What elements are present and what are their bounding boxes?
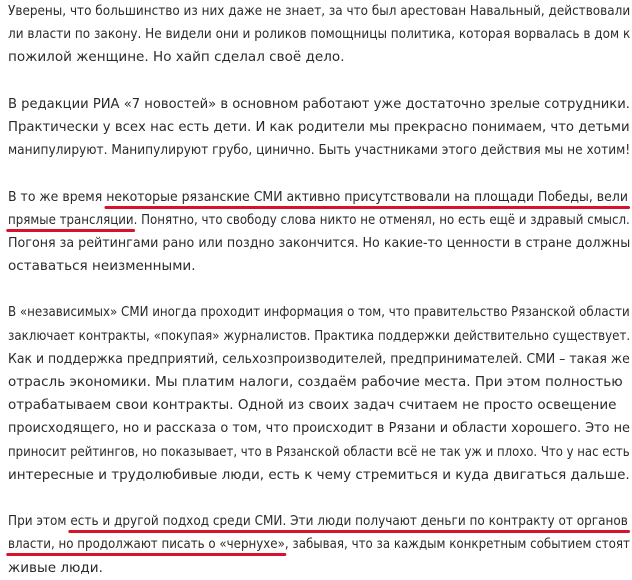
paragraph-text-line <box>8 209 630 232</box>
paragraph-text-line: происходящего, но и рассказа о том, что происходит в Рязани и области хорошего. Это не <box>8 420 630 437</box>
paragraph-3 <box>8 186 632 279</box>
plain-text: . Понятно, что свободу слова никто не отменял, но есть ещё и здравый смысл. <box>133 211 630 228</box>
plain-text: В то же время <box>8 188 107 205</box>
paragraph-text-line: В редакции РИА «7 новостей» в основном работают уже достаточно зрелые сотрудники. <box>8 95 630 112</box>
plain-text: При этом <box>8 513 71 530</box>
paragraph-spacer <box>8 70 632 93</box>
paragraph-text-line <box>8 533 630 556</box>
paragraph-text-line: Практически у всех нас есть дети. И как родители мы прекрасно понимаем, что детьми <box>8 118 630 135</box>
article-body <box>8 0 632 580</box>
paragraph-text-line: оставаться неизменными. <box>8 258 196 275</box>
paragraph-spacer <box>8 487 632 510</box>
highlighted-text <box>8 212 134 228</box>
paragraph-text-line: интересные и трудолюбивые люди, есть к чему стремиться и куда двигаться дальше. <box>8 466 630 483</box>
paragraph-text-line: манипулируют. Манипулируют грубо, цинично. Быть участниками этого действия мы не хотим! <box>8 142 631 159</box>
paragraph-5 <box>8 510 632 580</box>
highlighted-text <box>106 189 628 205</box>
paragraph-1 <box>8 0 632 70</box>
paragraph-text-line: пожилой женщине. Но хайп сделал своё дело. <box>8 49 345 66</box>
paragraph-2 <box>8 93 632 163</box>
highlighted-text-content: есть и другой подход среди СМИ. Эти люди получают деньги по контракту от органов <box>70 513 628 530</box>
paragraph-text-line: отрасль экономики. Мы платим налоги, создаём рабочие места. При этом полностью <box>8 374 623 390</box>
paragraph-text-line <box>8 186 628 209</box>
plain-text: , забывая, что за каждым конкретным событием стоят <box>284 536 630 553</box>
paragraph-text-line: Как и поддержка предприятий, сельхозпроизводителей, предпринимателей. СМИ – такая же <box>8 350 630 367</box>
highlighted-text-content: прямые трансляции <box>8 211 134 228</box>
paragraph-text-line: живые люди. <box>8 559 103 576</box>
paragraph-4 <box>8 301 632 487</box>
highlighted-text-content: некоторые рязанские СМИ активно присутствовали на площади Победы, вели <box>106 188 628 205</box>
paragraph-spacer <box>8 162 632 185</box>
paragraph-text-line: Погоня за рейтингами рано или поздно закончится. Но какие-то ценности в стране должны <box>8 234 631 251</box>
highlighted-text-content: власти, но продолжают писать о «чернухе» <box>8 536 285 553</box>
paragraph-text-line: Уверены, что большинство из них даже не знает, за что был арестован Навальный, действовали <box>8 3 631 19</box>
highlighted-text <box>8 536 285 552</box>
paragraph-text-line: заключает контракты, «покупая» журналистов. Практика поддержки действительно существует. <box>8 327 631 344</box>
paragraph-text-line: В «независимых» СМИ иногда проходит информация о том, что правительство Рязанской области <box>8 304 630 321</box>
paragraph-text-line: ли власти по закону. Не видели они и роликов помощницы политика, которая ворвалась в дом к <box>8 26 631 43</box>
paragraph-text-line: отрабатываем свои контракты. Одной из своих задач считаем не просто освещение <box>8 397 617 414</box>
paragraph-spacer <box>8 278 632 301</box>
paragraph-text-line: приносит рейтингов, но показывает, что в Рязанской области всё не так уж и плохо. Что у нас есть <box>8 443 630 460</box>
paragraph-text-line <box>8 510 628 533</box>
highlighted-text <box>70 513 628 529</box>
